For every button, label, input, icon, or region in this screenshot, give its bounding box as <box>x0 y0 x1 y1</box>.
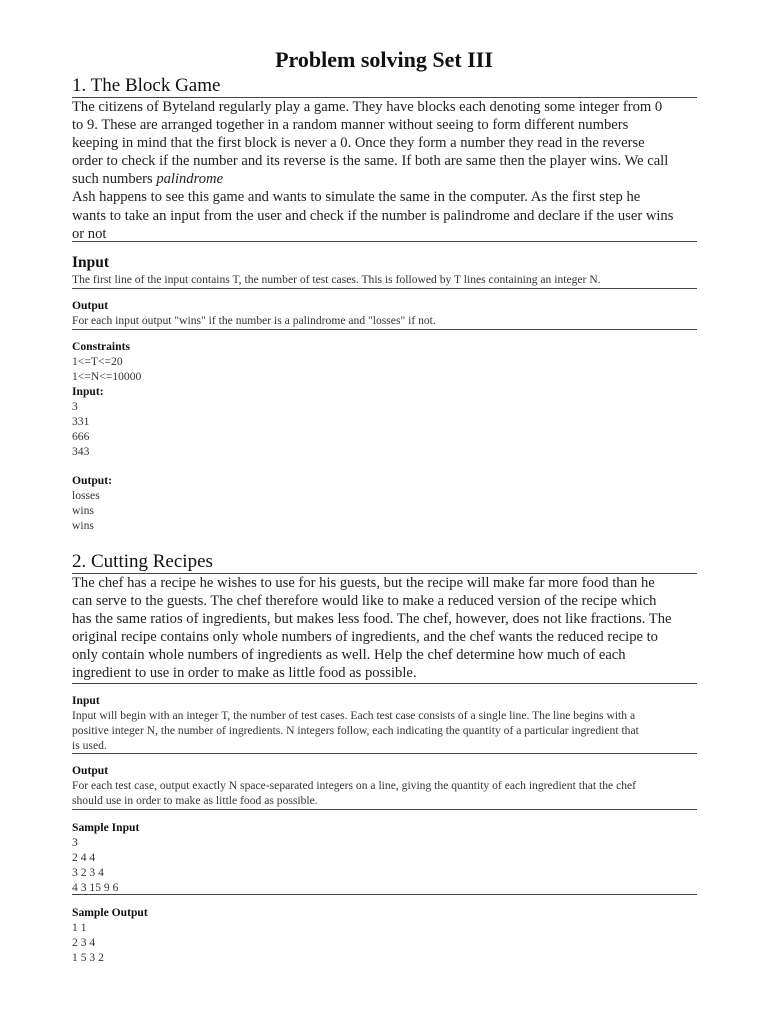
text-line: wants to take an input from the user and check if the number is palindrome and declare if the user wins <box>72 207 674 224</box>
page-title: Problem solving Set III <box>275 47 493 72</box>
sample-input-line: 3 <box>72 400 78 413</box>
block-game-description <box>72 98 696 243</box>
output-line: should use in order to make as little food as possible. <box>72 794 318 807</box>
input-heading: Input <box>72 694 100 707</box>
text-line: The chef has a recipe he wishes to use for his guests, but the recipe will make far more food than he <box>72 575 655 591</box>
sample-input-line: 3 2 3 4 <box>72 866 104 879</box>
divider <box>72 329 697 330</box>
input-heading: Input <box>72 254 110 271</box>
section-heading-cutting-recipes: 2. Cutting Recipes <box>72 551 213 572</box>
output-heading: Output <box>72 299 109 312</box>
divider <box>72 753 697 754</box>
text-line: or not <box>72 225 107 242</box>
output-description: For each input output "wins" if the number is a palindrome and "losses" if not. <box>72 314 436 327</box>
output-heading: Output <box>72 764 109 777</box>
output-section <box>72 298 696 328</box>
recipes-sample-input <box>72 820 696 895</box>
input-line: Input will begin with an integer T, the number of test cases. Each test case consists of a single line. The line begins with a <box>72 709 636 722</box>
input-description: The first line of the input contains T, the number of test cases. This is followed by T lines containing an integer N. <box>72 273 601 286</box>
input-line: is used. <box>72 739 107 752</box>
sample-input-line: 4 3 15 9 6 <box>72 881 119 894</box>
text-line: order to check if the number and its reverse is the same. If both are same then the player wins. We call <box>72 153 669 170</box>
cutting-recipes-description <box>72 574 696 683</box>
recipes-sample-output <box>72 905 696 965</box>
input-line: positive integer N, the number of ingredients. N integers follow, each indicating the quantity of a particular ingredient that <box>72 724 639 737</box>
text-line: ingredient to use in order to make as little food as possible. <box>72 665 417 682</box>
text-line: has the same ratios of ingredients, but makes less food. The chef, however, does not like fractions. The <box>72 611 672 628</box>
divider <box>72 894 697 895</box>
sample-output-heading: Sample Output <box>72 906 148 919</box>
palindrome-term: palindrome <box>156 171 224 188</box>
sample-input-heading: Sample Input <box>72 821 140 834</box>
divider <box>72 288 697 289</box>
recipes-input-section <box>72 693 696 753</box>
sample-output <box>72 473 696 533</box>
sample-input-line: 3 <box>72 836 78 849</box>
constraints-heading: Constraints <box>72 340 130 353</box>
constraints-and-samples <box>72 339 696 459</box>
divider <box>72 683 697 684</box>
sample-input-heading: Input: <box>72 385 104 398</box>
constraint-line: 1<=N<=10000 <box>72 370 142 383</box>
sample-input-line: 666 <box>72 430 90 443</box>
constraint-line: 1<=T<=20 <box>72 355 123 368</box>
sample-input-line: 343 <box>72 445 90 458</box>
text-line: keeping in mind that the first block is never a 0. Once they form a number they read in the reverse <box>72 135 645 152</box>
text-line: can serve to the guests. The chef therefore would like to make a reduced version of the recipe which <box>72 593 657 610</box>
sample-input-line: 331 <box>72 415 90 428</box>
sample-output-line: 1 1 <box>72 921 87 934</box>
sample-input-line: 2 4 4 <box>72 851 96 864</box>
text-line: such numbers palindrome <box>72 171 224 188</box>
text-line: Ash happens to see this game and wants to simulate the same in the computer. As the first step he <box>72 189 641 206</box>
sample-output-line: losses <box>72 489 100 502</box>
text-line: only contain whole numbers of ingredients as well. Help the chef determine how much of each <box>72 647 626 664</box>
divider <box>72 241 697 242</box>
recipes-output-section <box>72 763 696 808</box>
text-line: The citizens of Byteland regularly play a game. They have blocks each denoting some integer from 0 <box>72 99 663 115</box>
sample-output-heading: Output: <box>72 474 112 487</box>
sample-output-line: wins <box>72 504 94 517</box>
sample-output-line: wins <box>72 519 94 532</box>
section-heading-block-game: 1. The Block Game <box>72 75 221 96</box>
divider <box>72 809 697 810</box>
sample-output-line: 1 5 3 2 <box>72 951 104 964</box>
sample-output-line: 2 3 4 <box>72 936 96 949</box>
text-line: to 9. These are arranged together in a random manner without seeing to form different numbers <box>72 117 629 134</box>
output-line: For each test case, output exactly N space-separated integers on a line, giving the quantity of each ingredient that the chef <box>72 779 637 792</box>
text-line: original recipe contains only whole numbers of ingredients, and the chef wants the reduced recipe to <box>72 629 658 646</box>
